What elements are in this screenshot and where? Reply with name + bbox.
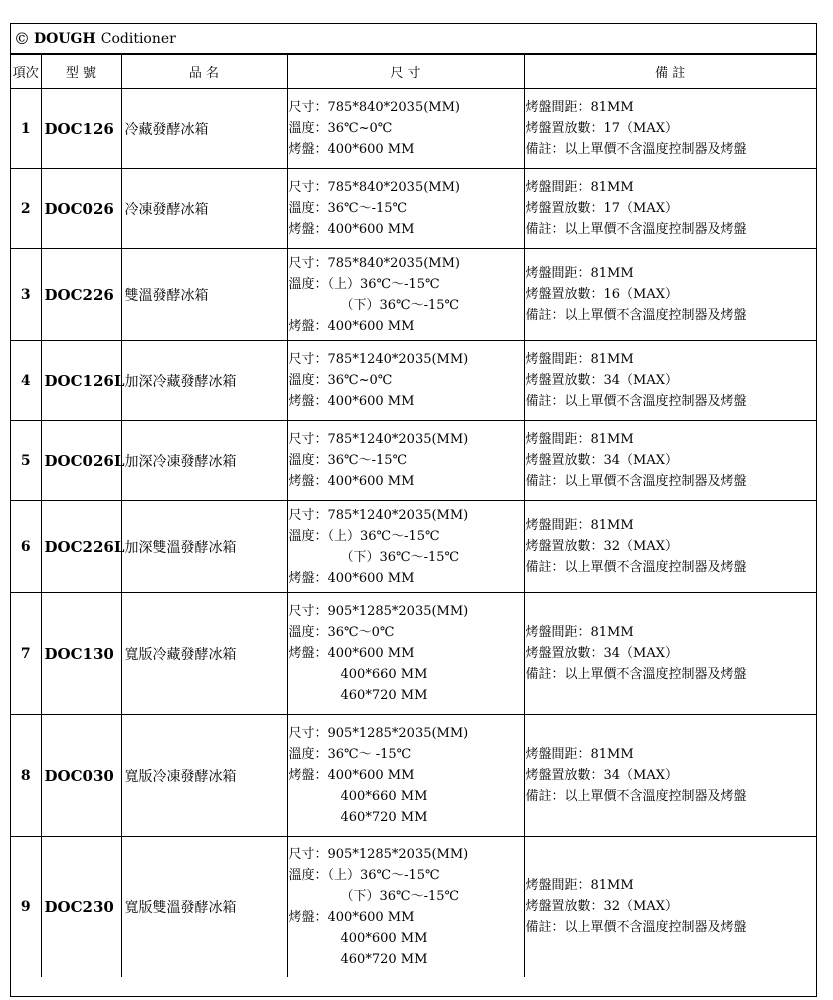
spec-line: 尺寸：905*1285*2035(MM) bbox=[288, 604, 469, 619]
note-line: 烤盤置放數：32（MAX） bbox=[525, 539, 678, 554]
spec-line: （下）36℃～-15℃ bbox=[340, 297, 460, 313]
note-line: 烤盤間距：81MM bbox=[525, 180, 634, 195]
note-line: 烤盤間距：81MM bbox=[525, 518, 634, 533]
spec-line: 溫度：（上）36℃～-15℃ bbox=[288, 867, 440, 883]
spec-line: 溫度：36℃～-15℃ bbox=[288, 201, 408, 216]
product-name: 寬版雙溫發酵冰箱 bbox=[121, 837, 287, 977]
product-table bbox=[11, 54, 816, 977]
table-row bbox=[11, 593, 816, 715]
title-suffix: Coditioner bbox=[100, 30, 176, 47]
spec-line: （下）36℃～-15℃ bbox=[340, 549, 460, 565]
notes-cell bbox=[524, 501, 816, 593]
note-line: 烤盤置放數：34（MAX） bbox=[525, 453, 678, 468]
table-row bbox=[11, 837, 816, 977]
spec-line: 尺寸：785*840*2035(MM) bbox=[288, 180, 460, 195]
spec-line: 尺寸：785*1240*2035(MM) bbox=[288, 352, 469, 367]
col-header-model: 型 號 bbox=[41, 55, 121, 89]
spec-cell bbox=[287, 249, 524, 341]
note-line: 備註：以上單價不含溫度控制器及烤盤 bbox=[525, 394, 747, 409]
spec-cell bbox=[287, 169, 524, 249]
spec-cell bbox=[287, 341, 524, 421]
spec-cell bbox=[287, 837, 524, 977]
spec-line: 460*720 MM bbox=[340, 810, 428, 825]
table-row bbox=[11, 501, 816, 593]
note-line: 烤盤置放數：34（MAX） bbox=[525, 373, 678, 388]
col-header-notes: 備 註 bbox=[524, 55, 816, 89]
row-index: 8 bbox=[11, 715, 41, 837]
note-line: 烤盤置放數：32（MAX） bbox=[525, 899, 678, 915]
model-number: DOC126L bbox=[41, 341, 121, 421]
spec-line: 烤盤：400*600 MM bbox=[288, 909, 415, 925]
model-number: DOC230 bbox=[41, 837, 121, 977]
note-line: 烤盤置放數：17（MAX） bbox=[525, 121, 678, 136]
spec-line: 烤盤：400*600 MM bbox=[288, 570, 415, 586]
row-index: 4 bbox=[11, 341, 41, 421]
row-index: 9 bbox=[11, 837, 41, 977]
title-brand: DOUGH bbox=[34, 30, 96, 47]
note-line: 烤盤間距：81MM bbox=[525, 266, 634, 281]
table-row bbox=[11, 169, 816, 249]
note-line: 烤盤置放數：17（MAX） bbox=[525, 201, 678, 216]
note-line: 烤盤間距：81MM bbox=[525, 352, 634, 367]
row-index: 7 bbox=[11, 593, 41, 715]
note-line: 備註：以上單價不含溫度控制器及烤盤 bbox=[525, 222, 747, 237]
spec-cell bbox=[287, 421, 524, 501]
col-header-size: 尺 寸 bbox=[287, 55, 524, 89]
model-number: DOC026L bbox=[41, 421, 121, 501]
notes-cell bbox=[524, 249, 816, 341]
table-row bbox=[11, 341, 816, 421]
model-number: DOC126 bbox=[41, 89, 121, 169]
spec-cell bbox=[287, 593, 524, 715]
notes-cell bbox=[524, 421, 816, 501]
spec-line: 溫度：36℃~0℃ bbox=[288, 373, 393, 388]
spec-line: 尺寸：785*1240*2035(MM) bbox=[288, 507, 469, 523]
spec-line: 尺寸：905*1285*2035(MM) bbox=[288, 726, 469, 741]
note-line: 備註：以上單價不含溫度控制器及烤盤 bbox=[525, 920, 747, 936]
spec-line: 溫度：36℃～-15℃ bbox=[288, 453, 408, 468]
notes-cell bbox=[524, 341, 816, 421]
spec-line: 溫度：36℃~0℃ bbox=[288, 121, 393, 136]
spec-line: 尺寸：785*840*2035(MM) bbox=[288, 255, 460, 271]
row-index: 1 bbox=[11, 89, 41, 169]
model-number: DOC026 bbox=[41, 169, 121, 249]
note-line: 烤盤置放數：16（MAX） bbox=[525, 287, 678, 302]
spec-line: 烤盤：400*600 MM bbox=[288, 318, 415, 334]
spec-line: 溫度：36℃～0℃ bbox=[288, 625, 395, 640]
spec-line: 溫度：36℃～ -15℃ bbox=[288, 747, 412, 762]
notes-cell bbox=[524, 593, 816, 715]
note-line: 備註：以上單價不含溫度控制器及烤盤 bbox=[525, 308, 747, 323]
product-name: 寬版冷凍發酵冰箱 bbox=[121, 715, 287, 837]
spec-line: （下）36℃～-15℃ bbox=[340, 888, 460, 904]
spec-cell bbox=[287, 89, 524, 169]
notes-cell bbox=[524, 89, 816, 169]
row-index: 2 bbox=[11, 169, 41, 249]
note-line: 烤盤置放數：34（MAX） bbox=[525, 768, 678, 783]
notes-cell bbox=[524, 715, 816, 837]
col-header-name: 品 名 bbox=[121, 55, 287, 89]
table-header-row bbox=[11, 55, 816, 89]
spec-line: 烤盤：400*600 MM bbox=[288, 768, 415, 783]
product-name: 加深冷藏發酵冰箱 bbox=[121, 341, 287, 421]
price-sheet bbox=[10, 23, 817, 997]
table-row bbox=[11, 249, 816, 341]
table-row bbox=[11, 715, 816, 837]
spec-line: 尺寸：785*1240*2035(MM) bbox=[288, 432, 469, 447]
model-number: DOC226L bbox=[41, 501, 121, 593]
spec-line: 尺寸：785*840*2035(MM) bbox=[288, 100, 460, 115]
table-row bbox=[11, 421, 816, 501]
spec-line: 烤盤：400*600 MM bbox=[288, 222, 415, 237]
spec-cell bbox=[287, 715, 524, 837]
model-number: DOC130 bbox=[41, 593, 121, 715]
note-line: 備註：以上單價不含溫度控制器及烤盤 bbox=[525, 789, 747, 804]
spec-line: 烤盤：400*600 MM bbox=[288, 394, 415, 409]
product-name: 雙溫發酵冰箱 bbox=[121, 249, 287, 341]
model-number: DOC226 bbox=[41, 249, 121, 341]
spec-line: 400*660 MM bbox=[340, 667, 428, 682]
product-name: 加深雙溫發酵冰箱 bbox=[121, 501, 287, 593]
note-line: 備註：以上單價不含溫度控制器及烤盤 bbox=[525, 560, 747, 575]
notes-cell bbox=[524, 837, 816, 977]
table-row bbox=[11, 89, 816, 169]
note-line: 烤盤間距：81MM bbox=[525, 878, 634, 894]
sheet-title bbox=[11, 24, 816, 54]
row-index: 3 bbox=[11, 249, 41, 341]
col-header-index: 項次 bbox=[11, 55, 41, 89]
spec-line: 460*720 MM bbox=[340, 951, 428, 967]
spec-line: 烤盤：400*600 MM bbox=[288, 646, 415, 661]
product-name: 冷藏發酵冰箱 bbox=[121, 89, 287, 169]
row-index: 5 bbox=[11, 421, 41, 501]
spec-line: 400*600 MM bbox=[340, 930, 428, 946]
copyright-symbol: © bbox=[14, 29, 30, 48]
product-name: 冷凍發酵冰箱 bbox=[121, 169, 287, 249]
row-index: 6 bbox=[11, 501, 41, 593]
product-name: 寬版冷藏發酵冰箱 bbox=[121, 593, 287, 715]
product-name: 加深冷凍發酵冰箱 bbox=[121, 421, 287, 501]
notes-cell bbox=[524, 169, 816, 249]
spec-line: 烤盤：400*600 MM bbox=[288, 474, 415, 489]
spec-cell bbox=[287, 501, 524, 593]
spec-line: 烤盤：400*600 MM bbox=[288, 142, 415, 157]
note-line: 備註：以上單價不含溫度控制器及烤盤 bbox=[525, 667, 747, 682]
spec-line: 溫度：（上）36℃～-15℃ bbox=[288, 528, 440, 544]
spec-line: 400*660 MM bbox=[340, 789, 428, 804]
note-line: 備註：以上單價不含溫度控制器及烤盤 bbox=[525, 474, 747, 489]
spec-line: 溫度：（上）36℃～-15℃ bbox=[288, 276, 440, 292]
spec-line: 尺寸：905*1285*2035(MM) bbox=[288, 846, 469, 862]
note-line: 烤盤間距：81MM bbox=[525, 625, 634, 640]
model-number: DOC030 bbox=[41, 715, 121, 837]
note-line: 烤盤間距：81MM bbox=[525, 432, 634, 447]
note-line: 烤盤間距：81MM bbox=[525, 100, 634, 115]
note-line: 烤盤置放數：34（MAX） bbox=[525, 646, 678, 661]
note-line: 備註：以上單價不含溫度控制器及烤盤 bbox=[525, 142, 747, 157]
spec-line: 460*720 MM bbox=[340, 688, 428, 703]
note-line: 烤盤間距：81MM bbox=[525, 747, 634, 762]
